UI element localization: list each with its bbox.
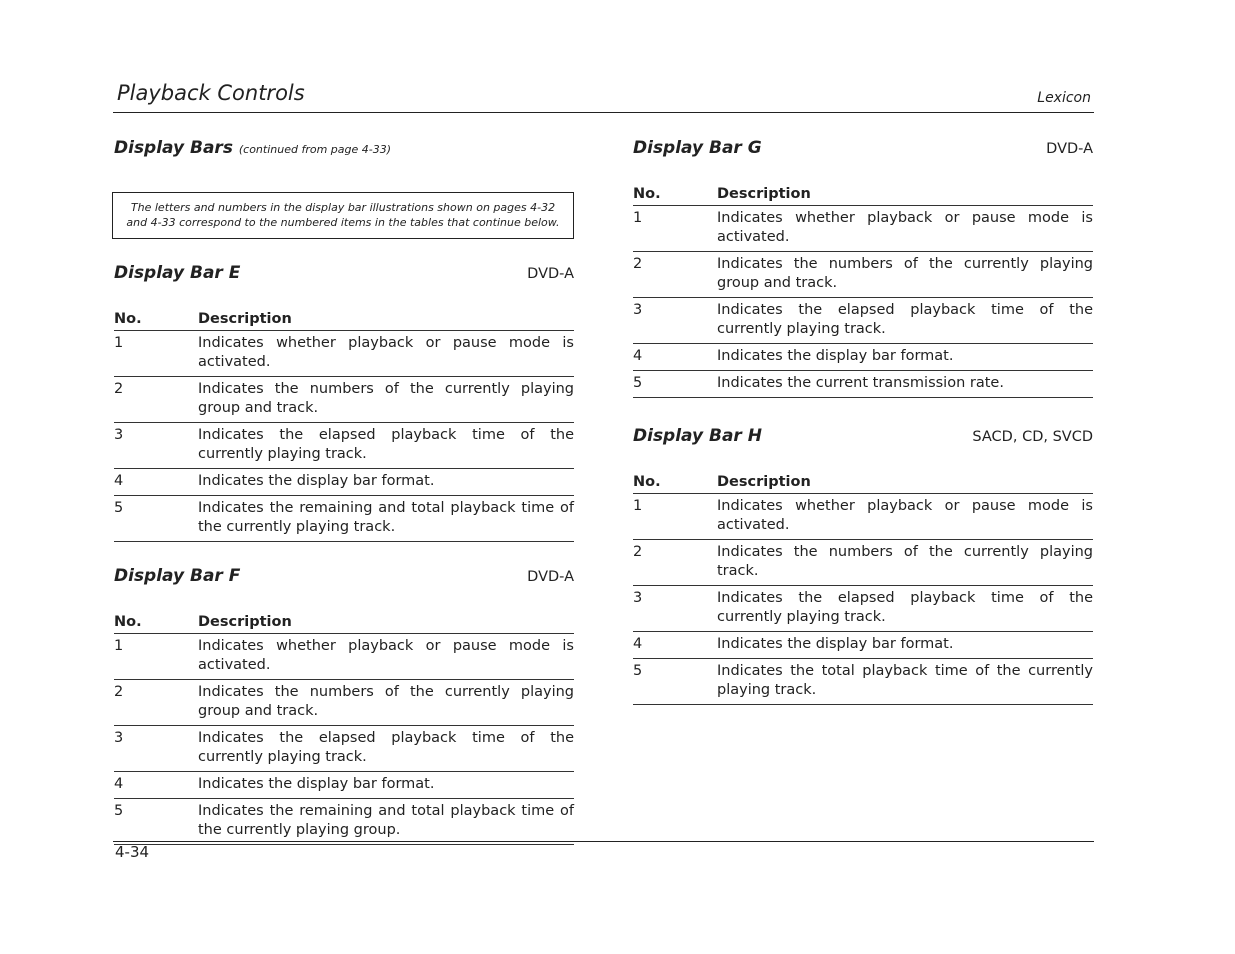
table-row [114,469,574,496]
row-number: 2 [633,252,717,298]
section-display-bar-g [633,138,1093,398]
section-display-bar-h [633,426,1093,705]
row-number: 2 [114,680,198,726]
display-bars-title: Display Bars [114,138,233,158]
row-number: 5 [633,371,717,398]
display-bar-g-table [633,185,1093,398]
row-number: 3 [114,726,198,772]
table-row [633,540,1093,586]
col-header-no: No. [114,310,198,331]
row-description: Indicates whether playback or pause mode is activated. [717,494,1093,540]
section-format: DVD-A [1046,141,1093,157]
display-bar-h-table [633,473,1093,705]
left-column [114,138,574,845]
table-header-row [633,473,1093,494]
section-display-bar-f [114,566,574,845]
table-row [633,252,1093,298]
row-number: 2 [114,377,198,423]
row-number: 1 [633,206,717,252]
row-number: 4 [633,632,717,659]
table-row [633,344,1093,371]
table-row [114,634,574,680]
col-header-description: Description [198,613,574,634]
table-row [633,586,1093,632]
row-description: Indicates the display bar format. [717,344,1093,371]
table-row [114,377,574,423]
section-format: SACD, CD, SVCD [972,429,1093,445]
col-header-description: Description [198,310,574,331]
header-rule [113,112,1094,113]
row-description: Indicates the remaining and total playback time of the currently playing group. [198,799,574,845]
table-header-row [114,310,574,331]
row-number: 2 [633,540,717,586]
section-format: DVD-A [527,266,574,282]
row-number: 3 [633,586,717,632]
col-header-description: Description [717,185,1093,206]
row-number: 5 [114,496,198,542]
row-description: Indicates the total playback time of the currently playing track. [717,659,1093,705]
table-row [114,423,574,469]
row-description: Indicates the numbers of the currently playing group and track. [717,252,1093,298]
col-header-no: No. [633,473,717,494]
row-number: 4 [633,344,717,371]
row-description: Indicates whether playback or pause mode is activated. [198,634,574,680]
section-title: Display Bar F [114,566,241,586]
section-title: Display Bar E [114,263,241,283]
row-description: Indicates whether playback or pause mode is activated. [717,206,1093,252]
continued-note: (continued from page 4-33) [238,143,392,156]
row-description: Indicates the display bar format. [198,469,574,496]
table-row [114,772,574,799]
table-row [633,494,1093,540]
note-box: The letters and numbers in the display bar illustrations shown on pages 4-32 and 4-33 correspond to the numbered items in the tables that continue below. [112,192,574,239]
row-number: 5 [633,659,717,705]
row-description: Indicates the elapsed playback time of the currently playing track. [198,423,574,469]
section-format: DVD-A [527,569,574,585]
display-bar-f-table [114,613,574,845]
col-header-description: Description [717,473,1093,494]
row-number: 4 [114,469,198,496]
row-description: Indicates the numbers of the currently playing group and track. [198,680,574,726]
row-description: Indicates the remaining and total playback time of the currently playing track. [198,496,574,542]
row-description: Indicates whether playback or pause mode is activated. [198,331,574,377]
row-description: Indicates the display bar format. [198,772,574,799]
row-number: 5 [114,799,198,845]
page-title: Playback Controls [117,81,305,105]
table-row [114,799,574,845]
row-number: 3 [114,423,198,469]
row-description: Indicates the display bar format. [717,632,1093,659]
row-description: Indicates the numbers of the currently playing group and track. [198,377,574,423]
table-row [633,632,1093,659]
row-description: Indicates the elapsed playback time of the currently playing track. [198,726,574,772]
table-row [633,298,1093,344]
table-header-row [633,185,1093,206]
row-number: 4 [114,772,198,799]
row-number: 3 [633,298,717,344]
footer-rule [113,841,1094,842]
table-row [114,680,574,726]
col-header-no: No. [633,185,717,206]
row-number: 1 [114,331,198,377]
row-number: 1 [114,634,198,680]
section-title: Display Bar H [633,426,762,446]
col-header-no: No. [114,613,198,634]
row-description: Indicates the current transmission rate. [717,371,1093,398]
section-display-bar-e [114,263,574,542]
display-bar-e-table [114,310,574,542]
row-description: Indicates the numbers of the currently playing track. [717,540,1093,586]
table-row [633,206,1093,252]
row-description: Indicates the elapsed playback time of the currently playing track. [717,298,1093,344]
display-bars-heading [114,138,574,158]
table-row [114,496,574,542]
row-number: 1 [633,494,717,540]
table-row [633,371,1093,398]
row-description: Indicates the elapsed playback time of the currently playing track. [717,586,1093,632]
table-header-row [114,613,574,634]
brand-name: Lexicon [1037,90,1091,106]
page-number: 4-34 [115,843,150,861]
table-row [633,659,1093,705]
table-row [114,331,574,377]
table-row [114,726,574,772]
right-column [633,138,1093,705]
section-title: Display Bar G [633,138,762,158]
